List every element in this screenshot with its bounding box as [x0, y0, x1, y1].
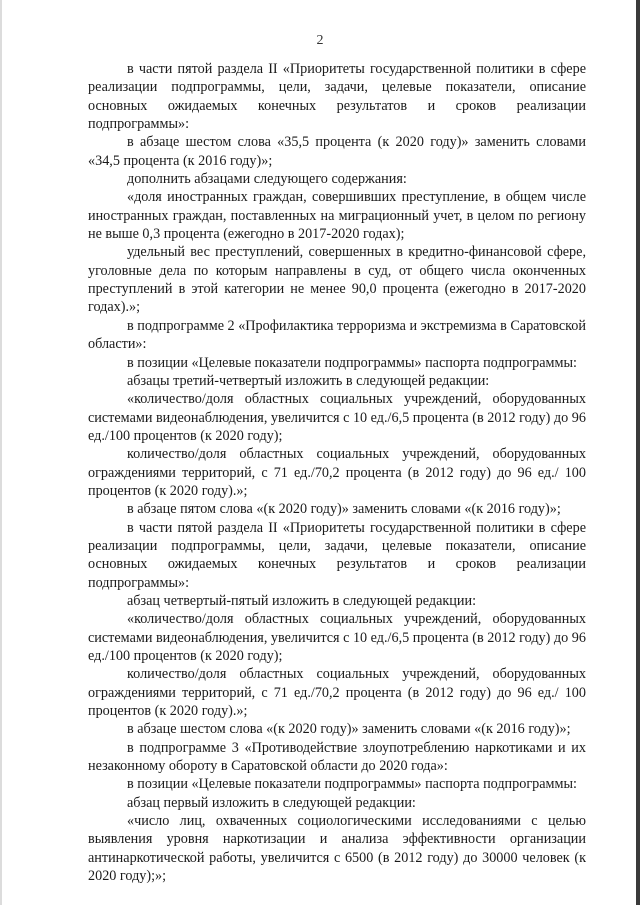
paragraph: дополнить абзацами следующего содержания: [127, 171, 407, 188]
paragraph: в позиции «Целевые показатели подпрограммы» паспорта подпрограммы: [127, 776, 577, 793]
paragraph: «число лиц, охваченных социологическими исследованиями с целью выявления уровня наркотизации и анализа эффективности организации антинаркотической работы, увеличится с 6500 (в 2012 году) до 30000 человек (к 2020 году);»; [88, 813, 586, 885]
scan-left-edge [0, 0, 2, 905]
paragraph: «доля иностранных граждан, совершивших преступление, в общем числе иностранных граждан, поставленных на миграционный учет, в целом по региону не выше 0,3 процента (ежегодно в 2017-2020 годах); [88, 189, 586, 243]
paragraph: количество/доля областных социальных учреждений, оборудованных ограждениями территорий, с 71 ед./70,2 процента (в 2012 году) до 96 ед./ 100 процентов (к 2020 году).»; [88, 666, 586, 720]
paragraph: в части пятой раздела II «Приоритеты государственной политики в сфере реализации подпрограммы, цели, задачи, целевые показатели, описание основных ожидаемых конечных результатов и сроков реализации подпрограммы»: [88, 519, 586, 591]
paragraph: удельный вес преступлений, совершенных в кредитно-финансовой сфере, уголовные дела по которым направлены в суд, от общего числа оконченных преступлений в этой категории не менее 90,0 процента (ежегодно в 2017-2020 годах).»; [88, 244, 586, 316]
paragraph: в подпрограмме 2 «Профилактика терроризма и экстремизма в Саратовской области»: [88, 317, 586, 353]
scan-right-edge [636, 0, 640, 905]
paragraph: в абзаце шестом слова «(к 2020 году)» заменить словами «(к 2016 году)»; [127, 721, 571, 738]
paragraph: «количество/доля областных социальных учреждений, оборудованных системами видеонаблюдения, увеличится с 10 ед./6,5 процента (в 2012 году) до 96 ед./100 процентов (к 2020 году); [88, 611, 586, 664]
paragraph: абзац первый изложить в следующей редакции: [127, 794, 416, 811]
document-body [88, 60, 586, 885]
paragraph: в части пятой раздела II «Приоритеты государственной политики в сфере реализации подпрограммы, цели, задачи, целевые показатели, описание основных ожидаемых конечных результатов и сроков реализации подпрограммы»: [88, 61, 586, 133]
paragraph: «количество/доля областных социальных учреждений, оборудованных системами видеонаблюдения, увеличится с 10 ед./6,5 процента (в 2012 году) до 96 ед./100 процентов (к 2020 году); [88, 391, 586, 444]
page-number: 2 [316, 33, 324, 48]
paragraph: в подпрограмме 3 «Противодействие злоупотреблению наркотиками и их незаконному обороту в Саратовской области до 2020 года»: [88, 739, 586, 775]
paragraph: абзацы третий-четвертый изложить в следующей редакции: [127, 372, 490, 389]
paragraph: в абзаце пятом слова «(к 2020 году)» заменить словами «(к 2016 году)»; [127, 501, 561, 518]
paragraph: абзац четвертый-пятый изложить в следующей редакции: [127, 592, 477, 609]
paragraph: в позиции «Целевые показатели подпрограммы» паспорта подпрограммы: [127, 354, 577, 371]
paragraph: в абзаце шестом слова «35,5 процента (к 2020 году)» заменить словами «34,5 процента (к 2016 году)»; [88, 134, 586, 169]
paragraph: количество/доля областных социальных учреждений, оборудованных ограждениями территорий, с 71 ед./70,2 процента (в 2012 году) до 96 ед./ 100 процентов (к 2020 году).»; [88, 446, 586, 499]
